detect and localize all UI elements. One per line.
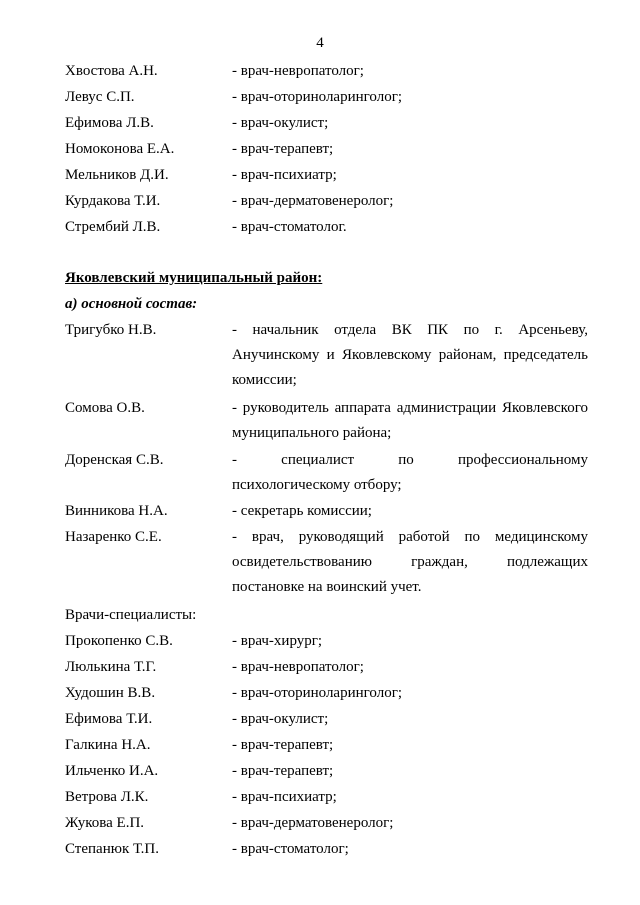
person-name: Галкина Н.А.: [65, 737, 151, 753]
person-role: [232, 448, 588, 498]
person-name: Ветрова Л.К.: [65, 789, 149, 805]
list-item: [65, 784, 588, 810]
list-item: [65, 758, 588, 784]
role-line: Анучинскому и Яковлевскому районам, председатель: [232, 347, 588, 363]
list-item: [65, 732, 588, 758]
person-role: - врач-психиатр;: [232, 789, 337, 805]
list-item: [65, 680, 588, 706]
list-item: [65, 836, 588, 862]
role-line: муниципального района;: [232, 425, 392, 441]
person-name: Хвостова А.Н.: [65, 63, 158, 79]
list-item: [65, 654, 588, 680]
person-name: Номоконова Е.А.: [65, 141, 175, 157]
person-name: Мельников Д.И.: [65, 167, 169, 183]
list-item: [65, 58, 588, 84]
person-name: Винникова Н.А.: [65, 503, 168, 519]
list-item: [65, 188, 588, 214]
person-role: - врач-психиатр;: [232, 167, 337, 183]
person-name: Тригубко Н.В.: [65, 322, 157, 338]
page-number: 4: [316, 35, 324, 51]
specialists-label: Врачи-специалисты:: [65, 607, 197, 623]
list-item: [65, 810, 588, 836]
role-line: постановке на воинский учет.: [232, 579, 422, 595]
person-role: - врач-окулист;: [232, 115, 329, 131]
person-name: Жукова Е.П.: [65, 815, 145, 831]
role-line: - врач, руководящий работой по медицинскому: [232, 529, 588, 545]
person-role: - врач-стоматолог;: [232, 841, 349, 857]
person-name: Левус С.П.: [65, 89, 135, 105]
person-name: Люлькина Т.Г.: [65, 659, 157, 675]
list-item: [65, 136, 588, 162]
person-role: - врач-оториноларинголог;: [232, 685, 403, 701]
role-line: психологическому отбору;: [232, 477, 402, 493]
person-role: - врач-дерматовенеролог;: [232, 193, 394, 209]
list-item: [65, 706, 588, 732]
person-role: - врач-хирург;: [232, 633, 323, 649]
person-role: [232, 318, 588, 393]
person-role: - врач-дерматовенеролог;: [232, 815, 394, 831]
list-item: [65, 84, 588, 110]
person-name: Ефимова Л.В.: [65, 115, 154, 131]
person-name: Ильченко И.А.: [65, 763, 159, 779]
person-name: Степанюк Т.П.: [65, 841, 159, 857]
role-line: - руководитель аппарата администрации Яковлевского: [232, 400, 588, 416]
list-item: [65, 628, 588, 654]
person-name: Прокопенко С.В.: [65, 633, 173, 649]
person-role: [232, 499, 588, 524]
role-line: комиссии;: [232, 372, 297, 388]
person-name: Курдакова Т.И.: [65, 193, 161, 209]
person-role: - врач-терапевт;: [232, 737, 334, 753]
role-line: освидетельствованию граждан, подлежащих: [232, 554, 588, 570]
list-item: [65, 110, 588, 136]
section-title: Яковлевский муниципальный район:: [65, 270, 323, 286]
person-role: [232, 525, 588, 600]
role-line: - специалист по профессиональному: [232, 452, 588, 468]
person-role: - врач-оториноларинголог;: [232, 89, 403, 105]
role-line: - секретарь комиссии;: [232, 503, 372, 519]
person-role: - врач-стоматолог.: [232, 219, 347, 235]
section-subtitle: а) основной состав:: [65, 296, 198, 312]
role-line: - начальник отдела ВК ПК по г. Арсеньеву,: [232, 322, 588, 338]
person-role: - врач-невропатолог;: [232, 659, 364, 675]
person-name: Сомова О.В.: [65, 400, 145, 416]
person-role: - врач-невропатолог;: [232, 63, 364, 79]
person-role: - врач-окулист;: [232, 711, 329, 727]
person-role: - врач-терапевт;: [232, 763, 334, 779]
person-role: [232, 396, 588, 446]
list-item: [65, 214, 588, 240]
person-name: Назаренко С.Е.: [65, 529, 162, 545]
person-name: Стрембий Л.В.: [65, 219, 161, 235]
list-item: [65, 162, 588, 188]
person-role: - врач-терапевт;: [232, 141, 334, 157]
person-name: Ефимова Т.И.: [65, 711, 153, 727]
person-name: Доренская С.В.: [65, 452, 164, 468]
person-name: Худошин В.В.: [65, 685, 156, 701]
